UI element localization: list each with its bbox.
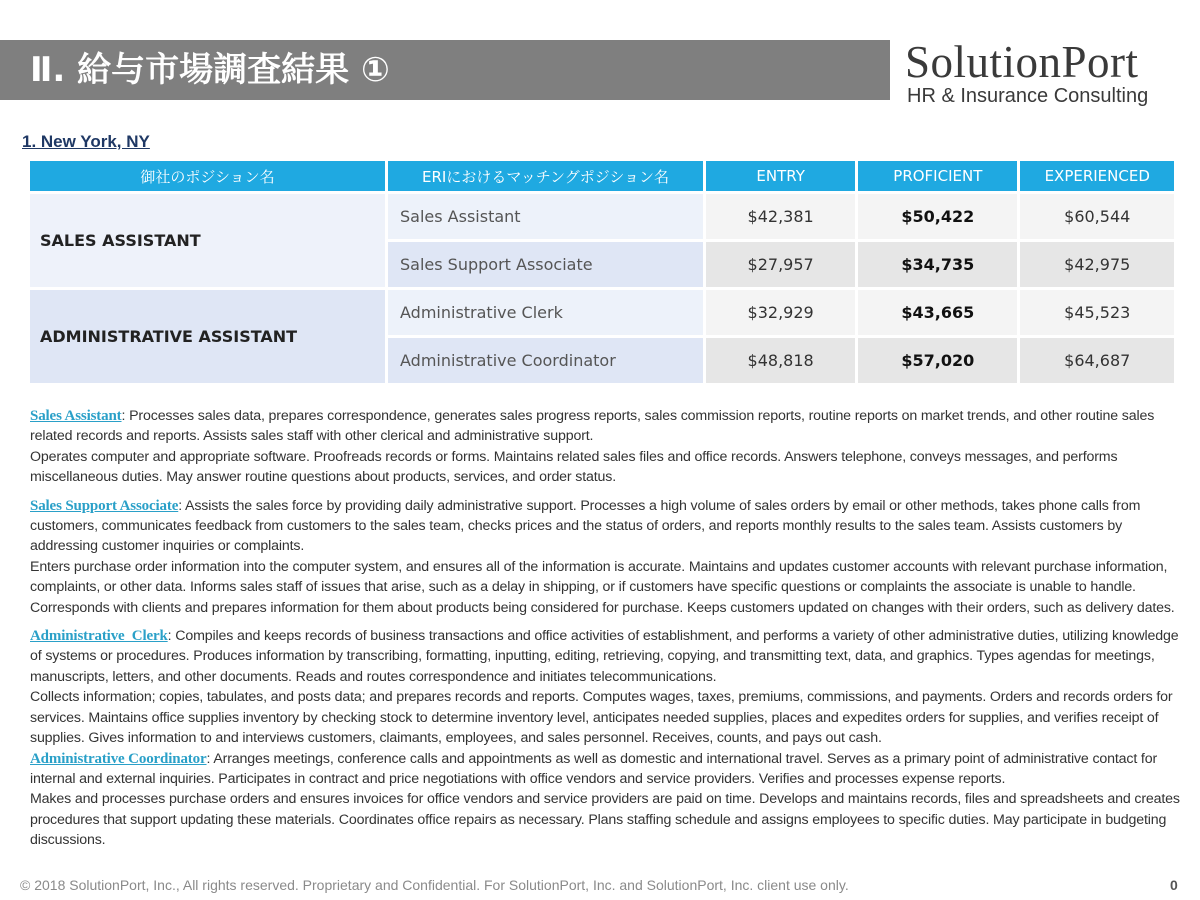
- experienced-cell: $42,975: [1020, 242, 1174, 287]
- description-text: Arranges meetings, conference calls and appointments as well as domestic and international travel. Serves as a primary point of administrative contact for internal and external inquiries. Participates in contract and price negotiations with office vendors and service providers. Verifies and processes expense reports.: [30, 750, 1158, 787]
- company-logo: [905, 38, 1190, 106]
- entry-cell: $42,381: [706, 194, 855, 239]
- entry-cell: $32,929: [706, 290, 855, 335]
- proficient-cell: $34,735: [858, 242, 1017, 287]
- description-sales-support-associate: [30, 496, 1182, 618]
- proficient-cell: $43,665: [858, 290, 1017, 335]
- company-position-cell: ADMINISTRATIVE ASSISTANT: [30, 290, 385, 383]
- term-link[interactable]: Sales Assistant: [30, 408, 122, 424]
- company-position-cell: SALES ASSISTANT: [30, 194, 385, 287]
- term-link[interactable]: Sales Support Associate: [30, 497, 179, 514]
- eri-position-cell: Sales Assistant: [388, 194, 703, 239]
- term-separator: :: [206, 750, 211, 767]
- term-link[interactable]: Administrative Clerk: [30, 628, 168, 645]
- description-sales-assistant: [30, 406, 1182, 488]
- eri-position-cell: Administrative Coordinator: [388, 338, 703, 383]
- slide-title: Ⅱ. 給与市場調査結果 ①: [0, 40, 890, 100]
- section-title: 1. New York, NY: [22, 132, 150, 151]
- term-link[interactable]: Administrative Coordinator: [30, 750, 207, 767]
- eri-position-cell: Administrative Clerk: [388, 290, 703, 335]
- header-company-position: 御社のポジション名: [30, 161, 385, 191]
- page-number: 0: [1170, 877, 1178, 893]
- header-experienced: EXPERIENCED: [1020, 161, 1174, 191]
- description-text: Processes sales data, prepares correspondence, generates sales progress reports, sales commission reports, routine reports on market trends, and other routine sales related records and reports. Assists sales staff with other clerical and administrative support.: [30, 408, 1155, 445]
- entry-cell: $27,957: [706, 242, 855, 287]
- table-row: [30, 290, 1174, 335]
- term-separator: :: [167, 628, 172, 645]
- experienced-cell: $60,544: [1020, 194, 1174, 239]
- term-separator: :: [121, 408, 126, 424]
- logo-main-text: SolutionPort: [905, 37, 1139, 87]
- description-text: Assists the sales force by providing daily administrative support. Processes a high volume of sales orders by email or other methods, takes phone calls from customers, communicates feedback from customers to the sales team, checks prices and the status of orders, and reports monthly results to the sales team. Assists customers by addressing customer inquiries or complaints.: [30, 497, 1141, 555]
- footer-copyright: © 2018 SolutionPort, Inc., All rights reserved. Proprietary and Confidential. For SolutionPort, Inc. and SolutionPort, Inc. client use only.: [20, 877, 849, 893]
- proficient-cell: $57,020: [858, 338, 1017, 383]
- experienced-cell: $64,687: [1020, 338, 1174, 383]
- table-header-row: [30, 161, 1174, 191]
- entry-cell: $48,818: [706, 338, 855, 383]
- salary-table: [27, 158, 1177, 386]
- header-entry: ENTRY: [706, 161, 855, 191]
- term-separator: :: [178, 497, 183, 514]
- description-text: Operates computer and appropriate software. Proofreads records or forms. Maintains related sales files and office records. Answers telephone, conveys messages, and performs miscellaneous duties. May answer routine questions about products, services, and order status.: [30, 448, 1118, 486]
- description-text: Makes and processes purchase orders and ensures invoices for office vendors and service providers are paid on time. Develops and maintains records, files and spreadsheets and creates procedures that support updating these materials. Coordinates office repairs as necessary. Plans staffing schedule and assigns employees to specific duties. May participate in budgeting discussions.: [30, 791, 1180, 849]
- table-row: [30, 194, 1174, 239]
- proficient-cell: $50,422: [858, 194, 1017, 239]
- header-eri-position: ERIにおけるマッチングポジション名: [388, 161, 703, 191]
- description-administrative-clerk: [30, 626, 1182, 748]
- eri-position-cell: Sales Support Associate: [388, 242, 703, 287]
- job-descriptions: [30, 406, 1182, 851]
- header-proficient: PROFICIENT: [858, 161, 1017, 191]
- description-text: Compiles and keeps records of business transactions and office activities of establishment, and performs a variety of other administrative duties, utilizing knowledge of systems or procedures. Produces information by transcribing, formatting, inputting, editing, retrieving, copying, and transmitting text, data, and graphics. Types agendas for meetings, manuscripts, letters, and other documents. Reads and routes correspondence and initiates telecommunications.: [30, 628, 1179, 685]
- description-text: Collects information; copies, tabulates, and posts data; and prepares records and reports. Computes wages, taxes, premiums, commissions, and payments. Orders and records orders for services. Maintains office supplies inventory by checking stock to determine inventory level, anticipates needed supplies, places and expedites orders for supplies, and verifies receipt of supplies. Gives information to and interviews customers, claimants, employees, and sales personnel. Receives, counts, and pays out cash.: [30, 689, 1173, 747]
- description-administrative-coordinator: [30, 749, 1182, 851]
- logo-sub-text: HR & Insurance Consulting: [907, 85, 1149, 107]
- description-text: Enters purchase order information into the computer system, and ensures all of the information is accurate. Maintains and updates customer accounts with relevant purchase information, complaints, or other data. Informs sales staff of issues that arise, such as a delay in shipping, or if customers have specific questions or complaints the associate is unable to handle. Corresponds with clients and prepares information for them about products being considered for purchase. Keeps customers updated on changes with their orders, such as delivery dates.: [30, 558, 1175, 616]
- experienced-cell: $45,523: [1020, 290, 1174, 335]
